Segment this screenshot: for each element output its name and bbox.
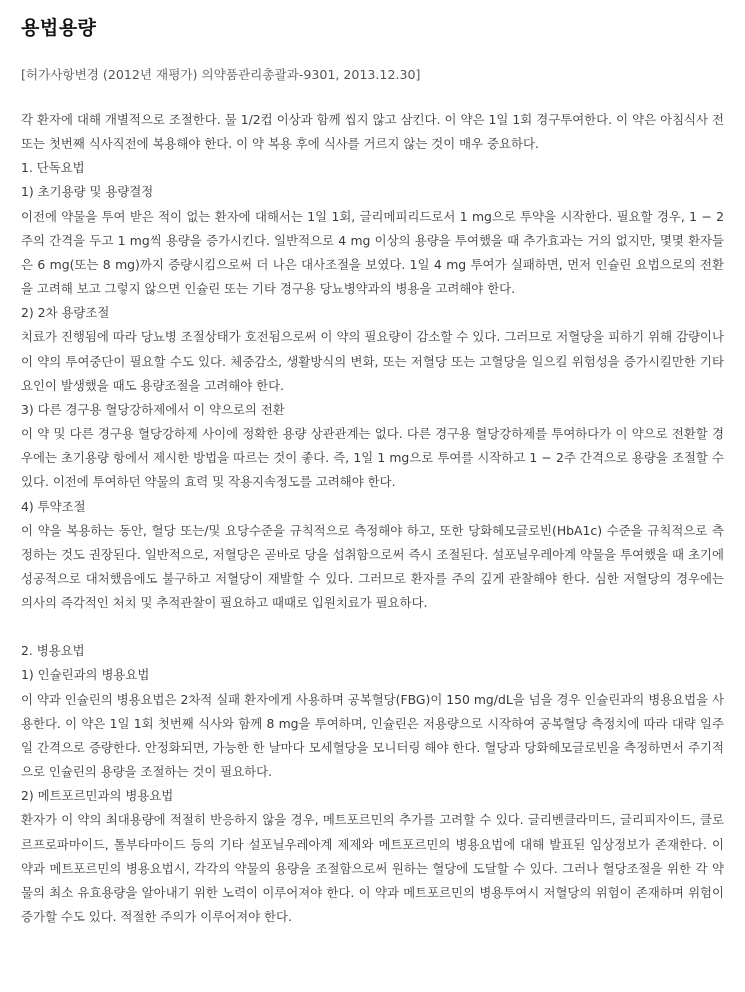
subheading-initial-dose: 1) 초기용량 및 용량결정	[21, 184, 154, 200]
section-heading-monotherapy: 1. 단독요법	[21, 160, 85, 176]
paragraph-dose-control: 이 약을 복용하는 동안, 혈당 또는/및 요당수준을 규칙적으로 측정해야 하고, 또한 당화헤모글로빈(HbA1c) 수준을 규칙적으로 측정하는 것도 권장된다. 일반적으로, 저혈당은 곧바로 당을 섭취함으로써 즉시 조절된다. 설포닐우레아계 약물을 투여했을 때 초기에 성공적으로 대처했음에도 불구하고 저혈당이 재발할 수 있다. 그러므로 환자를 주의 깊게 관찰해야 한다. 심한 저혈당의 경우에는 의사의 즉각적인 처치 및 추적관찰이 필요하고 때때로 입원치료가 필요하다.	[21, 522, 724, 611]
subheading-dose-control: 4) 투약조절	[21, 498, 86, 514]
subheading-insulin-combination: 1) 인슐린과의 병용요법	[21, 667, 150, 683]
intro-paragraph: 각 환자에 대해 개별적으로 조절한다. 물 1/2컵 이상과 함께 씹지 않고 삼킨다. 이 약은 1일 1회 경구투여한다. 이 약은 아침식사 전 또는 첫번째 식사직전에 복용해야 한다. 이 약 복용 후에 식사를 거르지 않는 것이 매우 중요하다.	[21, 112, 724, 152]
revision-note: [허가사항변경 (2012년 재평가) 의약품관리총괄과-9301, 2013.12.30]	[21, 67, 421, 82]
subheading-metformin-combination: 2) 메트포르민과의 병용요법	[21, 788, 174, 804]
section-heading-combination: 2. 병용요법	[21, 643, 85, 659]
paragraph-switching: 이 약 및 다른 경구용 혈당강하제 사이에 정확한 용량 상관관계는 없다. 다른 경구용 혈당강하제를 투여하다가 이 약으로 전환할 경우에는 초기용량 항에서 제시한 방법을 따르는 것이 좋다. 즉, 1일 1 mg으로 투여를 시작하고 1 − 2주 간격으로 용량을 조절할 수 있다. 이전에 투여하던 약물의 효력 및 작용지속정도를 고려해야 한다.	[21, 426, 724, 490]
paragraph-secondary-adjustment: 치료가 진행됨에 따라 당뇨병 조절상태가 호전됨으로써 이 약의 필요량이 감소할 수 있다. 그러므로 저혈당을 피하기 위해 감량이나 이 약의 투여중단이 필요할 수도 있다. 체중감소, 생활방식의 변화, 또는 저혈당 또는 고혈당을 일으킬 위험성을 증가시킬만한 기타요인이 발생했을 때도 용량조절을 고려해야 한다.	[21, 329, 724, 393]
subheading-secondary-adjustment: 2) 2차 용량조절	[21, 305, 110, 321]
subheading-switching: 3) 다른 경구용 혈당강하제에서 이 약으로의 전환	[21, 401, 285, 417]
section-spacer	[21, 615, 724, 639]
paragraph-initial-dose: 이전에 약물을 투여 받은 적이 없는 환자에 대해서는 1일 1회, 글리메피리드로서 1 mg으로 투약을 시작한다. 필요할 경우, 1 − 2주의 간격을 두고 1 mg씩 용량을 증가시킨다. 일반적으로 4 mg 이상의 용량을 투여했을 때 추가효과는 거의 없지만, 몇몇 환자들은 6 mg(또는 8 mg)까지 증량시킴으로써 더 나은 대사조절을 보였다. 1일 4 mg 투여가 실패하면, 먼저 인슐린 요법으로의 전환을 고려해 보고 그렇지 않으면 인슐린 또는 기타 경구용 당뇨병약과의 병용을 고려해야 한다.	[21, 208, 724, 297]
paragraph-metformin-combination: 환자가 이 약의 최대용량에 적절히 반응하지 않을 경우, 메트포르민의 추가를 고려할 수 있다. 글리벤클라미드, 글리피자이드, 클로르프로파마이드, 톨부타마이드 등의 기타 설포닐우레아계 제제와 메트포르민의 병용요법에 대해 발표된 임상정보가 존재한다. 이 약과 메트포르민의 병용요법시, 각각의 약물의 용량을 조절함으로써 원하는 혈당에 도달할 수 있다. 그러나 혈당조절을 위한 각 약물의 최소 유효용량을 알아내기 위한 노력이 이루어져야 한다. 이 약과 메트포르민의 병용투여시 저혈당의 위험이 존재하며 위험이 증가할 수도 있다. 적절한 주의가 이루어져야 한다.	[21, 812, 724, 924]
dosage-body	[21, 108, 724, 929]
page-title: 용법용량	[21, 17, 97, 39]
paragraph-insulin-combination: 이 약과 인슐린의 병용요법은 2차적 실패 환자에게 사용하며 공복혈당(FBG)이 150 mg/dL을 넘을 경우 인슐린과의 병용요법을 사용한다. 이 약은 1일 1회 첫번째 식사와 함께 8 mg을 투여하며, 인슐린은 저용량으로 시작하여 공복혈당 측정치에 따라 대략 일주일 간격으로 증량한다. 안정화되면, 가능한 한 날마다 모세혈당을 모니터링 해야 한다. 혈당과 당화헤모글로빈을 측정하면서 주기적으로 인슐린의 용량을 조절하는 것이 필요하다.	[21, 691, 724, 780]
